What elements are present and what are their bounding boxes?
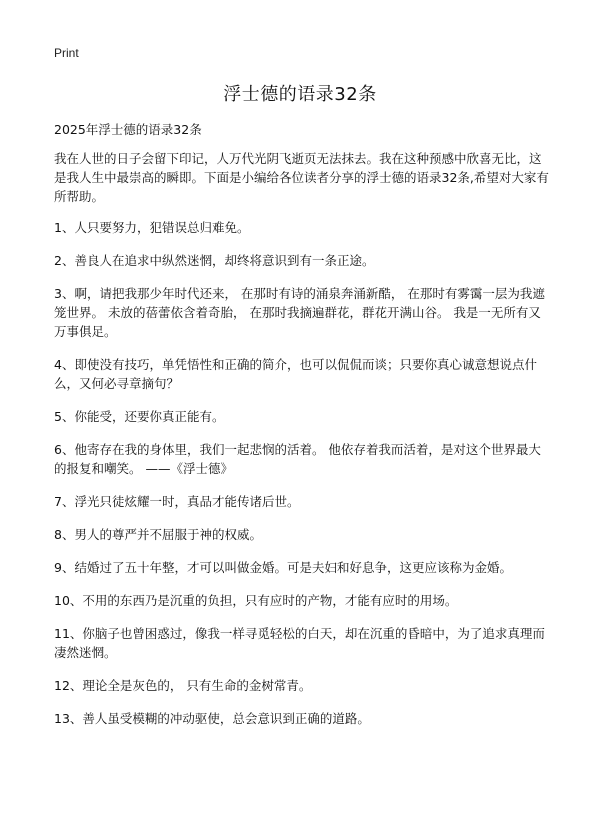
quote-item: 10、不用的东西乃是沉重的负担，只有应时的产物，才能有应时的用场。 <box>54 593 458 608</box>
quote-item: 9、结婚过了五十年整，才可以叫做金婚。可是夫妇和好息争，这更应该称为金婚。 <box>54 560 512 575</box>
quote-item: 6、他寄存在我的身体里，我们一起悲悯的活着。 他依存着我而活着，是对这个世界最大的报复和嘲笑。 ——《浮士德》 <box>54 442 541 476</box>
page-title: 浮士德的语录32条 <box>223 84 377 105</box>
article-intro: 我在人世的日子会留下印记，人万代光阴飞逝页无法抹去。我在这种预感中欣喜无比，这是我人生中最崇高的瞬即。下面是小编给各位读者分享的浮士德的语录32条,希望对大家有所帮助。 <box>54 151 549 204</box>
quote-item: 5、你能受，还要你真正能有。 <box>54 409 225 424</box>
quote-item: 13、善人虽受模糊的冲动驱使，总会意识到正确的道路。 <box>54 711 370 726</box>
quote-item: 1、人只要努力，犯错误总归难免。 <box>54 220 250 235</box>
quote-item: 4、即使没有技巧，单凭悟性和正确的简介，也可以侃侃而谈；只要你真心诚意想说点什么，又何必寻章摘句？ <box>54 357 537 391</box>
print-link[interactable]: Print <box>54 46 79 60</box>
quote-item: 11、你脑子也曾困惑过，像我一样寻觅轻松的白天，却在沉重的昏暗中，为了追求真理而凄然迷惘。 <box>54 626 545 660</box>
quote-item: 8、男人的尊严并不屈服于神的权威。 <box>54 527 262 542</box>
article-subtitle: 2025年浮士德的语录32条 <box>54 122 202 137</box>
quote-item: 12、理论全是灰色的， 只有生命的金树常青。 <box>54 678 312 693</box>
article-body <box>54 120 550 742</box>
quote-item: 2、善良人在追求中纵然迷惘，却终将意识到有一条正途。 <box>54 253 375 268</box>
quote-item: 7、浮光只徒炫耀一时，真品才能传诸后世。 <box>54 494 300 509</box>
quote-item: 3、啊，请把我那少年时代还来， 在那时有诗的涌泉奔涌新酷， 在那时有雾霭一层为我遮笼世界。 未放的蓓蕾依含着奇胎， 在那时我摘遍群花，群花开满山谷。 我是一无所有又万事俱足。 <box>54 286 545 339</box>
